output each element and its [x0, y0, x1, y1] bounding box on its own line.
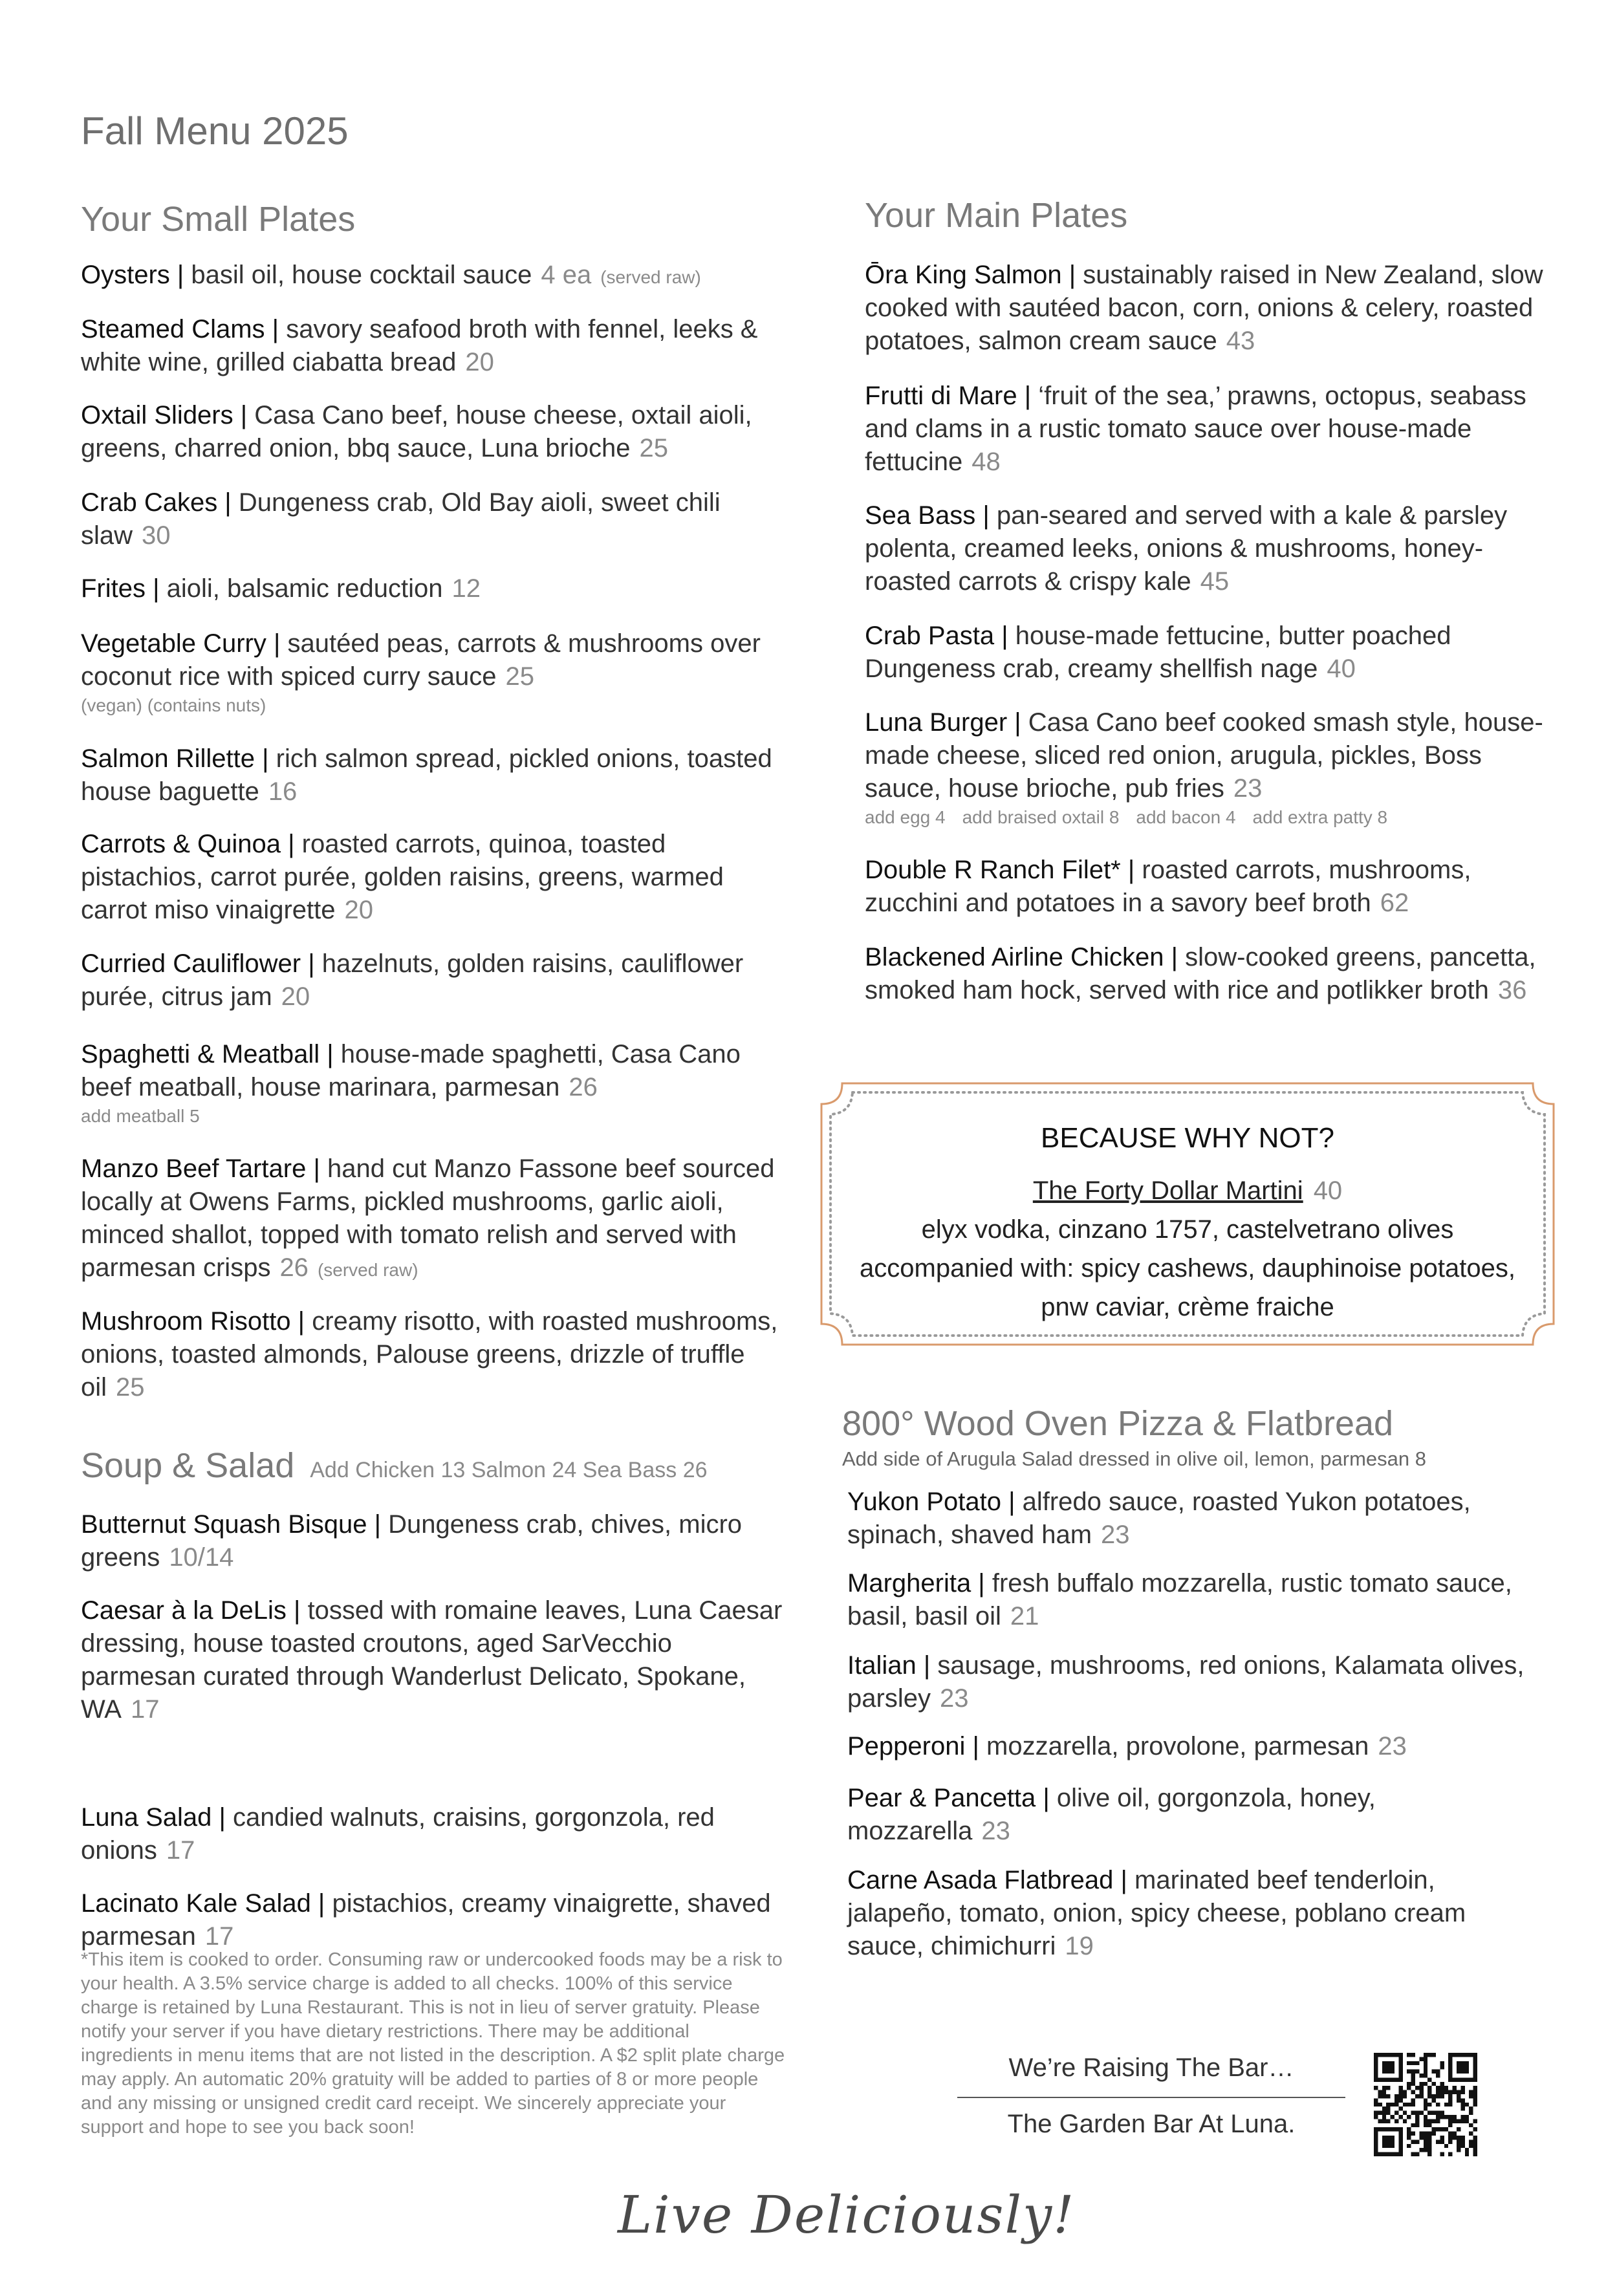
menu-item-description: olive oil, gorgonzola, honey, mozzarella	[847, 1784, 1376, 1845]
menu-item	[81, 1153, 786, 1286]
menu-item-description: ‘fruit of the sea,’ prawns, octopus, seabass and clams in a rustic tomato sauce over house-made fettucine	[865, 382, 1526, 476]
menu-item-price: 20	[344, 896, 373, 924]
menu-item	[81, 1038, 786, 1129]
qr-code-icon[interactable]	[1374, 2053, 1477, 2156]
menu-item-name: Lacinato Kale Salad |	[81, 1889, 325, 1918]
menu-item	[81, 1594, 786, 1726]
special-line-2: accompanied with: spicy cashews, dauphinoise potatoes,	[860, 1254, 1515, 1283]
menu-item-price: 30	[142, 521, 171, 550]
menu-item-description: hazelnuts, golden raisins, cauliflower purée, citrus jam	[81, 949, 744, 1011]
special-drink-name: The Forty Dollar Martini	[1032, 1176, 1303, 1205]
menu-item-description: sustainably raised in New Zealand, slow cooked with sautéed bacon, corn, onions & celery, roasted potatoes, salmon cream sauce	[865, 261, 1543, 355]
menu-item	[865, 499, 1550, 598]
menu-item-name: Frites |	[81, 574, 160, 603]
menu-item-price: 23	[1101, 1521, 1130, 1549]
menu-item-description: alfredo sauce, roasted Yukon potatoes, spinach, shaved ham	[847, 1488, 1471, 1549]
menu-item-description: savory seafood broth with fennel, leeks & white wine, grilled ciabatta bread	[81, 315, 758, 376]
menu-item	[865, 380, 1550, 479]
soup-salad-heading	[81, 1446, 708, 1486]
menu-item-name: Luna Salad |	[81, 1803, 226, 1832]
menu-item-description: house-made fettucine, butter poached Dungeness crab, creamy shellfish nage	[865, 622, 1451, 683]
menu-item-description: pistachios, creamy vinaigrette, shaved parmesan	[81, 1889, 771, 1951]
menu-item-name: Pear & Pancetta |	[847, 1784, 1050, 1812]
menu-item-name: Crab Cakes |	[81, 488, 232, 517]
menu-item-name: Luna Burger |	[865, 708, 1021, 737]
special-box	[816, 1078, 1559, 1350]
menu-item-description: Dungeness crab, chives, micro greens	[81, 1510, 743, 1572]
menu-item	[865, 941, 1550, 1007]
soup-salad-addons: Add Chicken 13 Salmon 24 Sea Bass 26	[310, 1458, 708, 1482]
menu-item	[847, 1649, 1533, 1715]
menu-item-description: slow-cooked greens, pancetta, smoked ham hock, served with rice and potlikker broth	[865, 943, 1536, 1004]
menu-item-name: Pepperoni |	[847, 1732, 979, 1760]
menu-item	[81, 572, 786, 605]
menu-item-name: Spaghetti & Meatball |	[81, 1040, 334, 1068]
menu-item-name: Caesar à la DeLis |	[81, 1596, 301, 1625]
special-drink	[816, 1176, 1559, 1206]
menu-item-note: (served raw)	[317, 1260, 418, 1280]
menu-item-subnote: (vegan) (contains nuts)	[81, 695, 266, 715]
menu-item-name: Curried Cauliflower |	[81, 949, 315, 978]
menu-item-description: sausage, mushrooms, red onions, Kalamata olives, parsley	[847, 1651, 1525, 1713]
menu-item-description: marinated beef tenderloin, jalapeño, tomato, onion, spicy cheese, poblano cream sauce, chimichurri	[847, 1866, 1466, 1960]
menu-item	[847, 1730, 1533, 1763]
menu-item	[847, 1567, 1533, 1633]
menu-item-name: Frutti di Mare |	[865, 382, 1032, 410]
menu-item-price: 10/14	[169, 1543, 234, 1572]
menu-item-description: basil oil, house cocktail sauce	[191, 261, 532, 289]
menu-item-price: 23	[1233, 774, 1263, 803]
menu-item-name: Oxtail Sliders |	[81, 401, 248, 429]
menu-item	[81, 1887, 786, 1953]
garden-bar-line-1: We’re Raising The Bar…	[1008, 2053, 1294, 2082]
garden-bar-note	[957, 2053, 1345, 2139]
menu-item-addon: add bacon 4	[1136, 807, 1236, 827]
pizza-subheading: Add side of Arugula Salad dressed in olive oil, lemon, parmesan 8	[842, 1447, 1426, 1470]
menu-item-description: mozzarella, provolone, parmesan	[986, 1732, 1369, 1760]
garden-bar-divider	[957, 2097, 1345, 2098]
menu-item-description: pan-seared and served with a kale & parsley polenta, creamed leeks, onions & mushrooms, honey-roasted carrots & crispy kale	[865, 501, 1508, 596]
menu-item	[81, 948, 786, 1013]
menu-item-price: 62	[1380, 889, 1409, 917]
menu-item	[81, 259, 786, 294]
menu-item-name: Manzo Beef Tartare |	[81, 1154, 320, 1183]
menu-item-description: Casa Cano beef, house cheese, oxtail aioli, greens, charred onion, bbq sauce, Luna brioche	[81, 401, 752, 462]
footnote: *This item is cooked to order. Consuming raw or undercooked foods may be a risk to your health. A 3.5% service charge is added to all checks. 100% of this service charge is retained by Luna Restaurant. This is not in lieu of server gratuity. Please notify your server if you have dietary restrictions. There may be additional ingredients in menu items that are not listed in the description. A $2 split plate charge may apply. An automatic 20% gratuity will be added to parties of 8 or more people and any missing or unsigned credit card receipt. We sincerely appreciate your support and hope to see you back soon!	[81, 1949, 785, 2138]
menu-item-note: (served raw)	[600, 267, 701, 287]
menu-item-name: Butternut Squash Bisque |	[81, 1510, 382, 1539]
menu-item-name: Vegetable Curry |	[81, 629, 281, 658]
menu-item-description: creamy risotto, with roasted mushrooms, onions, toasted almonds, Palouse greens, drizzle of truffle oil	[81, 1307, 778, 1402]
menu-item-price: 36	[1497, 976, 1527, 1004]
garden-bar-line-2: The Garden Bar At Luna.	[1007, 2110, 1296, 2138]
menu-item-description: fresh buffalo mozzarella, rustic tomato sauce, basil, basil oil	[847, 1569, 1512, 1630]
menu-item-price: 23	[981, 1817, 1010, 1845]
menu-item-price: 17	[130, 1695, 160, 1724]
menu-item-name: Ōra King Salmon |	[865, 261, 1076, 289]
menu-item-description: sautéed peas, carrots & mushrooms over coconut rice with spiced curry sauce	[81, 629, 761, 691]
menu-item-name: Italian |	[847, 1651, 931, 1680]
menu-item-description: hand cut Manzo Fassone beef sourced locally at Owens Farms, pickled mushrooms, garlic aioli, minced shallot, topped with tomato relish and served with parmesan crisps	[81, 1154, 775, 1282]
menu-item-name: Mushroom Risotto |	[81, 1307, 305, 1336]
menu-item-price: 19	[1065, 1932, 1094, 1960]
menu-item-name: Crab Pasta |	[865, 622, 1008, 650]
soup-salad-title: Soup & Salad	[81, 1446, 295, 1485]
menu-item-price: 25	[639, 434, 668, 462]
menu-item-addon: add egg 4	[865, 807, 946, 827]
menu-item-price: 20	[465, 348, 494, 376]
menu-item	[81, 1305, 786, 1404]
menu-item-description: aioli, balsamic reduction	[166, 574, 443, 603]
menu-item-description: roasted carrots, quinoa, toasted pistachios, carrot purée, golden raisins, greens, warmed carrot miso vinaigrette	[81, 830, 724, 924]
menu-item-price: 26	[279, 1253, 309, 1282]
menu-item	[865, 259, 1550, 358]
menu-item-price: 25	[116, 1373, 145, 1402]
menu-item-name: Yukon Potato |	[847, 1488, 1015, 1516]
menu-item	[81, 486, 786, 552]
menu-item-price: 40	[1327, 655, 1356, 683]
page-title: Fall Menu 2025	[81, 109, 349, 153]
menu-item	[81, 1801, 786, 1867]
menu-item-price: 23	[939, 1684, 969, 1713]
menu-item-name: Sea Bass |	[865, 501, 990, 530]
menu-item-description: house-made spaghetti, Casa Cano beef meatball, house marinara, parmesan	[81, 1040, 741, 1101]
menu-item-name: Margherita |	[847, 1569, 985, 1597]
menu-item-price: 17	[204, 1922, 234, 1951]
menu-item-description: tossed with romaine leaves, Luna Caesar dressing, house toasted croutons, aged SarVecchio parmesan curated through Wanderlust Delicato, Spokane, WA	[81, 1596, 783, 1724]
menu-item-name: Steamed Clams |	[81, 315, 279, 343]
menu-item-price: 12	[451, 574, 481, 603]
menu-item	[81, 399, 786, 465]
menu-item-price: 16	[268, 777, 298, 806]
menu-item-description: roasted carrots, mushrooms, zucchini and potatoes in a savory beef broth	[865, 856, 1471, 917]
menu-item-description: Dungeness crab, Old Bay aioli, sweet chili slaw	[81, 488, 721, 550]
pizza-heading: 800° Wood Oven Pizza & Flatbread	[842, 1404, 1394, 1443]
menu-item-price: 26	[569, 1073, 598, 1101]
menu-item	[81, 1508, 786, 1574]
menu-item-name: Double R Ranch Filet* |	[865, 856, 1135, 884]
main-plates-heading: Your Main Plates	[865, 196, 1128, 235]
special-line-3: pnw caviar, crème fraiche	[1041, 1293, 1334, 1321]
menu-item-name: Carrots & Quinoa |	[81, 830, 295, 858]
menu-item	[847, 1864, 1533, 1963]
menu-item-addon: add braised oxtail 8	[962, 807, 1120, 827]
menu-item	[847, 1782, 1533, 1848]
menu-item	[81, 742, 786, 808]
menu-item	[865, 854, 1550, 920]
menu-item	[81, 627, 786, 718]
menu-item-description: Casa Cano beef cooked smash style, house-made cheese, sliced red onion, arugula, pickles, Boss sauce, house brioche, pub fries	[865, 708, 1543, 803]
special-drink-price: 40	[1313, 1176, 1343, 1205]
menu-item	[81, 313, 786, 379]
menu-item	[865, 620, 1550, 686]
menu-item-price: 20	[281, 982, 310, 1011]
menu-item-price: 45	[1200, 567, 1230, 596]
menu-item-price: 17	[166, 1836, 195, 1865]
menu-item-price: 25	[505, 662, 534, 691]
menu-item-price: 43	[1226, 327, 1255, 355]
menu-item-price: 21	[1010, 1602, 1039, 1630]
special-line-1: elyx vodka, cinzano 1757, castelvetrano olives	[921, 1215, 1454, 1244]
menu-item-description: candied walnuts, craisins, gorgonzola, red onions	[81, 1803, 715, 1865]
menu-item-addons	[865, 805, 1550, 830]
menu-item-subnote: add meatball 5	[81, 1106, 200, 1126]
menu-item-name: Salmon Rillette |	[81, 744, 269, 773]
menu-item-description: rich salmon spread, pickled onions, toasted house baguette	[81, 744, 772, 806]
menu-item	[81, 828, 786, 927]
menu-item-name: Oysters |	[81, 261, 184, 289]
signature-tagline: Live Deliciously!	[618, 2185, 1076, 2245]
menu-item-price: 4 ea	[541, 261, 592, 289]
small-plates-heading: Your Small Plates	[81, 200, 356, 239]
menu-item-name: Blackened Airline Chicken |	[865, 943, 1178, 971]
menu-item-name: Carne Asada Flatbread |	[847, 1866, 1127, 1894]
menu-item	[865, 706, 1550, 830]
special-title: BECAUSE WHY NOT?	[1041, 1122, 1334, 1154]
menu-item-addon: add extra patty 8	[1252, 807, 1388, 827]
menu-item-price: 48	[971, 448, 1001, 476]
menu-item-price: 23	[1378, 1732, 1407, 1760]
menu-item	[847, 1486, 1533, 1552]
